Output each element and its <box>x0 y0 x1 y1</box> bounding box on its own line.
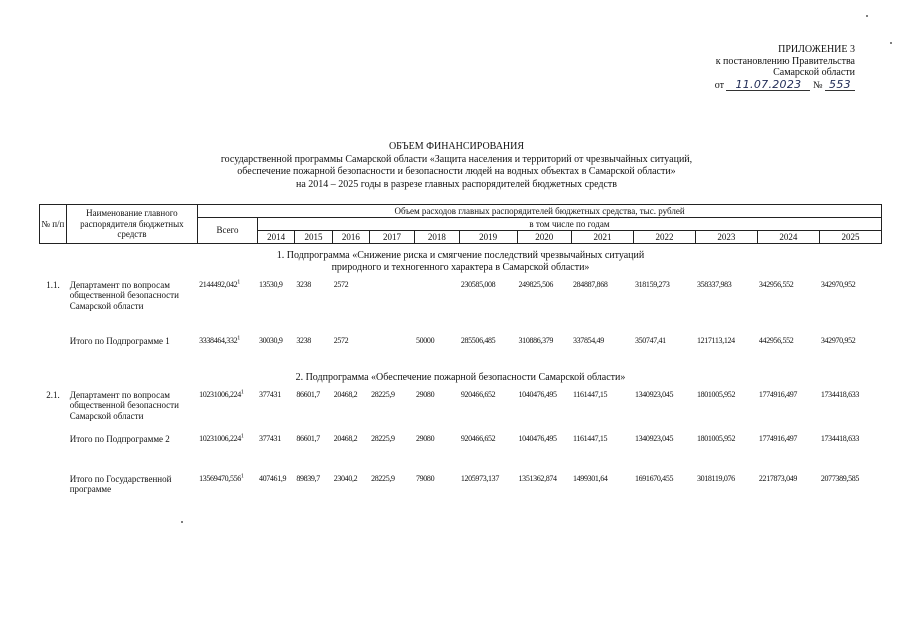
appendix-title: ПРИЛОЖЕНИЕ 3 <box>778 44 855 55</box>
appendix-date-line <box>715 79 855 92</box>
row-year-2025: 1734418,633 <box>820 389 860 399</box>
row-year-2018: 29080 <box>415 433 435 443</box>
handwritten-date: 11.07.2023 <box>726 79 810 92</box>
header-year-2021: 2021 <box>572 231 634 244</box>
section-title-line-1: 1. Подпрограмма «Снижение риска и смягчение последствий чрезвычайных ситуаций <box>276 250 645 261</box>
number-prefix: № <box>812 79 823 91</box>
row-total-footnote: 1 <box>240 472 244 479</box>
row-year-2017: 28225,9 <box>371 389 395 399</box>
row-year-2024: 1774916,497 <box>758 433 798 443</box>
row-year-2023: 358337,983 <box>696 279 732 289</box>
row-year-2024: 442956,552 <box>758 335 794 345</box>
header-year-2022: 2022 <box>633 231 695 244</box>
row-year-2023: 1217113,124 <box>696 335 735 345</box>
row-year-2018: 29080 <box>415 389 435 399</box>
title-line-3: обеспечение пожарной безопасности и безопасности людей на водных объектах в Самарской области» <box>237 166 676 177</box>
row-year-2017 <box>370 334 415 366</box>
header-year-2019: 2019 <box>459 231 517 244</box>
row-year-2014: 407461,9 <box>258 473 287 483</box>
row-year-2015: 86601,7 <box>296 389 320 399</box>
section-header <box>40 244 882 278</box>
header-total: Всего <box>198 218 258 244</box>
row-year-2021: 1161447,15 <box>573 389 608 399</box>
row-year-2019: 230585,008 <box>460 279 496 289</box>
header-year-2020: 2020 <box>517 231 571 244</box>
header-year-2016: 2016 <box>332 231 369 244</box>
section-title-line-1: 2. Подпрограмма «Обеспечение пожарной безопасности Самарской области» <box>295 371 626 383</box>
subtotal-row <box>40 432 882 472</box>
header-year-2023: 2023 <box>695 231 757 244</box>
header-year-2014: 2014 <box>257 231 294 244</box>
row-year-2021: 1499301,64 <box>573 473 608 483</box>
row-total <box>198 388 258 432</box>
row-year-2025: 342970,952 <box>820 279 856 289</box>
row-total-value: 10231006,224 <box>199 389 241 399</box>
row-year-2020: 1040476,495 <box>518 433 557 443</box>
header-num: № п/п <box>40 205 67 244</box>
row-total <box>198 472 258 512</box>
title-line-1: ОБЪЕМ ФИНАНСИРОВАНИЯ <box>388 141 525 152</box>
row-year-2015: 89839,7 <box>296 473 320 483</box>
row-name: Итого по Государственной программе <box>69 473 172 494</box>
row-year-2021: 337854,49 <box>573 335 604 345</box>
row-total-value: 2144492,042 <box>199 279 238 289</box>
row-year-2022: 1691670,455 <box>634 473 674 483</box>
scan-speck <box>890 42 892 44</box>
title-line-4: на 2014 – 2025 годы в разрезе главных распорядителей бюджетных средств <box>295 178 618 190</box>
row-year-2017: 28225,9 <box>371 433 395 443</box>
row-year-2016: 23040,2 <box>333 473 358 483</box>
row-total-footnote: 1 <box>240 388 244 395</box>
title-line-2: государственной программы Самарской области «Защита населения и территорий от чрезвычайных ситуаций, <box>220 153 693 165</box>
row-name: Департамент по вопросам общественной безопасности Самарской области <box>69 279 179 311</box>
row-total-value: 10231006,224 <box>199 433 241 443</box>
header-year-2018: 2018 <box>414 231 459 244</box>
subtotal-row <box>40 334 882 366</box>
header-volume: Объем расходов главных распорядителей бюджетных средства, тыс. рублей <box>198 205 882 218</box>
row-year-2016: 20468,2 <box>333 389 358 399</box>
row-year-2016: 2572 <box>333 279 349 289</box>
table-body <box>40 244 882 512</box>
date-prefix: от <box>714 79 724 91</box>
row-year-2019: 920466,652 <box>460 433 496 443</box>
row-year-2019: 285506,485 <box>460 335 496 345</box>
row-year-2014: 30030,9 <box>258 335 283 345</box>
row-year-2020: 1040476,495 <box>518 389 557 399</box>
row-year-2014: 377431 <box>258 433 281 443</box>
row-year-2023: 1801005,952 <box>696 389 736 399</box>
row-year-2022: 318159,273 <box>634 279 670 289</box>
row-name: Итого по Подпрограмме 2 <box>69 433 170 444</box>
section-header <box>40 366 882 388</box>
appendix-region: Самарской области <box>773 67 855 78</box>
row-year-2016: 2572 <box>333 335 349 345</box>
row-year-2019: 920466,652 <box>460 389 496 399</box>
section-title-line-2: природного и техногенного характера в Самарской области» <box>331 262 590 273</box>
appendix-block <box>715 44 855 91</box>
row-index: 2.1. <box>46 389 60 400</box>
row-year-2020: 310886,379 <box>518 335 554 345</box>
row-year-2024: 342956,552 <box>758 279 794 289</box>
row-year-2025: 2077389,585 <box>820 473 860 483</box>
row-year-2021: 1161447,15 <box>573 433 608 443</box>
row-year-2023: 1801005,952 <box>696 433 736 443</box>
row-year-2016: 20468,2 <box>333 433 358 443</box>
row-year-2022: 350747,41 <box>634 335 666 345</box>
handwritten-number: 553 <box>825 79 855 92</box>
row-name: Итого по Подпрограмме 1 <box>69 335 170 346</box>
row-index <box>40 334 67 366</box>
document-title <box>0 141 913 191</box>
row-year-2023: 3018119,076 <box>696 473 735 483</box>
row-year-2015: 86601,7 <box>296 433 320 443</box>
row-index: 1.1. <box>46 279 60 290</box>
scan-speck <box>866 15 868 17</box>
row-year-2022: 1340923,045 <box>634 433 674 443</box>
row-year-2019: 1205973,137 <box>460 473 499 483</box>
header-year-2017: 2017 <box>370 231 415 244</box>
row-total <box>198 334 258 366</box>
row-total-footnote: 1 <box>237 278 240 285</box>
row-year-2017: 28225,9 <box>371 473 395 483</box>
row-year-2015: 3238 <box>296 279 311 289</box>
row-total-footnote: 1 <box>237 334 240 341</box>
header-by-year: в том числе по годам <box>257 218 881 231</box>
row-year-2018: 79080 <box>415 473 435 483</box>
header-year-2025: 2025 <box>819 231 881 244</box>
row-total-value: 3338464,332 <box>199 335 238 345</box>
row-year-2024: 2217873,049 <box>758 473 798 483</box>
financing-table <box>39 204 882 512</box>
row-year-2015: 3238 <box>296 335 311 345</box>
row-year-2017 <box>370 278 415 334</box>
scan-speck <box>181 521 183 523</box>
row-year-2020: 1351362,874 <box>518 473 557 483</box>
row-year-2020: 249825,506 <box>518 279 554 289</box>
header-year-2024: 2024 <box>757 231 819 244</box>
row-year-2018 <box>414 278 459 334</box>
row-name: Департамент по вопросам общественной безопасности Самарской области <box>69 389 179 421</box>
row-index <box>40 432 67 472</box>
row-year-2022: 1340923,045 <box>634 389 674 399</box>
row-year-2025: 1734418,633 <box>820 433 860 443</box>
department-row <box>40 388 882 432</box>
department-row <box>40 278 882 334</box>
row-year-2014: 13530,9 <box>258 279 283 289</box>
row-year-2014: 377431 <box>258 389 281 399</box>
row-year-2018: 50000 <box>415 335 435 345</box>
appendix-resolution: к постановлению Правительства <box>715 55 855 67</box>
row-total-footnote: 1 <box>240 432 244 439</box>
row-year-2021: 284887,868 <box>573 279 608 289</box>
header-name: Наименование главного распорядителя бюджетных средств <box>66 205 197 244</box>
row-year-2025: 342970,952 <box>820 335 856 345</box>
row-year-2024: 1774916,497 <box>758 389 798 399</box>
grand-total-row <box>40 472 882 512</box>
row-index <box>40 472 67 512</box>
header-year-2015: 2015 <box>295 231 332 244</box>
row-total <box>198 432 258 472</box>
row-total-value: 13569470,556 <box>199 473 241 483</box>
row-total <box>198 278 258 334</box>
